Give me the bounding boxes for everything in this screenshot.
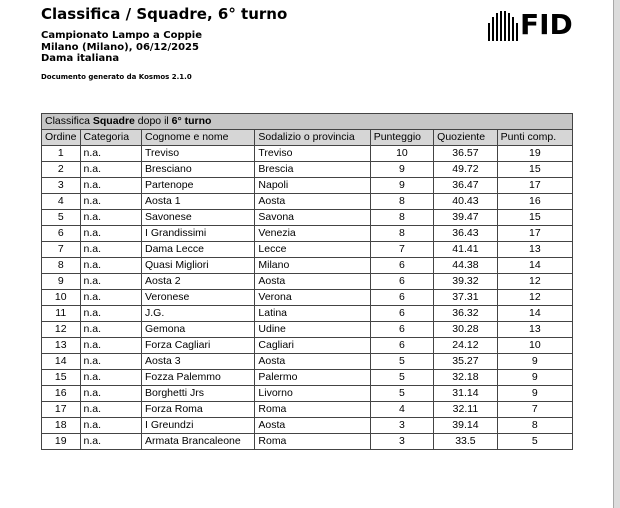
col-header: Ordine (42, 130, 81, 146)
logo-bar (496, 13, 498, 41)
table-cell: 7 (370, 242, 433, 258)
table-cell: n.a. (80, 242, 141, 258)
table-cell: 39.14 (434, 418, 498, 434)
table-cell: Cagliari (255, 338, 370, 354)
table-cell: Udine (255, 322, 370, 338)
table-cell: 33.5 (434, 434, 498, 450)
document-header (41, 5, 521, 81)
table-cell: 13 (497, 242, 572, 258)
page-edge (613, 0, 620, 508)
table-row (42, 402, 573, 418)
table-row (42, 434, 573, 450)
table-cell: 8 (370, 194, 433, 210)
table-cell: Armata Brancaleone (142, 434, 255, 450)
table-cell: 5 (370, 370, 433, 386)
table-cell: n.a. (80, 402, 141, 418)
table-cell: 5 (42, 210, 81, 226)
table-cell: 9 (42, 274, 81, 290)
table-cell: 8 (42, 258, 81, 274)
table-cell: 18 (42, 418, 81, 434)
table-cell: J.G. (142, 306, 255, 322)
table-cell: 40.43 (434, 194, 498, 210)
logo-bar (508, 13, 510, 41)
table-cell: 17 (42, 402, 81, 418)
table-cell: 12 (497, 274, 572, 290)
tournament-name: Campionato Lampo a Coppie (41, 30, 202, 41)
table-cell: 36.32 (434, 306, 498, 322)
table-cell: 36.43 (434, 226, 498, 242)
table-cell: n.a. (80, 146, 141, 162)
logo-bar (512, 17, 514, 41)
table-cell: Dama Lecce (142, 242, 255, 258)
logo-bar (500, 11, 502, 41)
table-cell: I Greundzi (142, 418, 255, 434)
table-cell: Aosta 2 (142, 274, 255, 290)
table-row (42, 370, 573, 386)
table-header-row (42, 130, 573, 146)
table-cell: 30.28 (434, 322, 498, 338)
table-cell: 7 (42, 242, 81, 258)
generated-note: Documento generato da Kosmos 2.1.0 (41, 72, 192, 81)
table-cell: n.a. (80, 386, 141, 402)
table-row (42, 354, 573, 370)
table-cell: 32.11 (434, 402, 498, 418)
standings-table (41, 113, 573, 450)
table-cell: Aosta 1 (142, 194, 255, 210)
table-cell: 31.14 (434, 386, 498, 402)
table-cell: 19 (497, 146, 572, 162)
table-cell: 24.12 (434, 338, 498, 354)
table-cell: 6 (370, 322, 433, 338)
table-cell: 16 (42, 386, 81, 402)
table-cell: Treviso (142, 146, 255, 162)
table-cell: 6 (370, 338, 433, 354)
table-cell: Aosta (255, 194, 370, 210)
table-cell: 15 (42, 370, 81, 386)
table-row (42, 242, 573, 258)
table-cell: 6 (370, 290, 433, 306)
table-cell: n.a. (80, 370, 141, 386)
table-cell: 41.41 (434, 242, 498, 258)
table-cell: Brescia (255, 162, 370, 178)
table-cell: 13 (42, 338, 81, 354)
discipline: Dama italiana (41, 53, 120, 64)
table-cell: 12 (42, 322, 81, 338)
table-cell: 2 (42, 162, 81, 178)
table-row (42, 146, 573, 162)
col-header: Quoziente (434, 130, 498, 146)
table-row (42, 386, 573, 402)
table-cell: I Grandissimi (142, 226, 255, 242)
table-cell: Treviso (255, 146, 370, 162)
table-cell: 5 (370, 354, 433, 370)
logo-bar (488, 23, 490, 41)
table-cell: 14 (497, 306, 572, 322)
table-cell: Veronese (142, 290, 255, 306)
table-cell: Milano (255, 258, 370, 274)
table-cell: 5 (370, 386, 433, 402)
table-cell: Savonese (142, 210, 255, 226)
table-cell: Borghetti Jrs (142, 386, 255, 402)
table-cell: 17 (497, 178, 572, 194)
table-cell: 11 (42, 306, 81, 322)
table-cell: 4 (42, 194, 81, 210)
table-cell: 3 (42, 178, 81, 194)
table-cell: Partenope (142, 178, 255, 194)
table-cell: Latina (255, 306, 370, 322)
table-cell: 5 (497, 434, 572, 450)
logo-bar (492, 17, 494, 41)
col-header: Sodalizio o provincia (255, 130, 370, 146)
table-cell: 15 (497, 210, 572, 226)
table-cell: Aosta (255, 274, 370, 290)
table-cell: 9 (497, 370, 572, 386)
caption-round: 6° turno (171, 115, 212, 127)
table-cell: n.a. (80, 274, 141, 290)
table-cell: 9 (370, 162, 433, 178)
table-cell: Forza Roma (142, 402, 255, 418)
table-cell: n.a. (80, 210, 141, 226)
table-cell: 9 (497, 354, 572, 370)
table-cell: 49.72 (434, 162, 498, 178)
table-cell: Palermo (255, 370, 370, 386)
table-cell: 39.47 (434, 210, 498, 226)
table-cell: Bresciano (142, 162, 255, 178)
table-cell: Aosta (255, 418, 370, 434)
table-cell: 13 (497, 322, 572, 338)
table-cell: 3 (370, 434, 433, 450)
table-cell: 6 (42, 226, 81, 242)
table-cell: Roma (255, 402, 370, 418)
caption-cell (42, 114, 573, 130)
table-cell: Quasi Migliori (142, 258, 255, 274)
table-cell: 4 (370, 402, 433, 418)
table-cell: 44.38 (434, 258, 498, 274)
table-cell: 14 (497, 258, 572, 274)
table-cell: 8 (370, 210, 433, 226)
table-cell: 3 (370, 418, 433, 434)
table-cell: 36.57 (434, 146, 498, 162)
table-cell: n.a. (80, 418, 141, 434)
table-cell: 36.47 (434, 178, 498, 194)
location-date: Milano (Milano), 06/12/2025 (41, 41, 199, 53)
table-cell: n.a. (80, 178, 141, 194)
table-cell: Gemona (142, 322, 255, 338)
table-cell: Verona (255, 290, 370, 306)
table-cell: n.a. (80, 194, 141, 210)
event-info (41, 30, 521, 65)
table-cell: 9 (497, 386, 572, 402)
table-row (42, 226, 573, 242)
table-cell: n.a. (80, 290, 141, 306)
table-cell: 1 (42, 146, 81, 162)
table-cell: n.a. (80, 354, 141, 370)
table-cell: 10 (497, 338, 572, 354)
table-row (42, 274, 573, 290)
caption-middle: dopo il (134, 115, 172, 127)
table-cell: n.a. (80, 322, 141, 338)
table-cell: n.a. (80, 338, 141, 354)
table-cell: 35.27 (434, 354, 498, 370)
table-row (42, 178, 573, 194)
table-row (42, 194, 573, 210)
table-cell: Livorno (255, 386, 370, 402)
table-cell: Aosta 3 (142, 354, 255, 370)
table-cell: n.a. (80, 434, 141, 450)
table-row (42, 258, 573, 274)
table-cell: Venezia (255, 226, 370, 242)
table-cell: 15 (497, 162, 572, 178)
table-row (42, 306, 573, 322)
table-row (42, 210, 573, 226)
table-row (42, 338, 573, 354)
logo-bar (516, 23, 518, 41)
col-header: Cognome e nome (142, 130, 255, 146)
table-cell: n.a. (80, 226, 141, 242)
table-cell: 6 (370, 258, 433, 274)
table-cell: 10 (42, 290, 81, 306)
table-row (42, 162, 573, 178)
table-row (42, 418, 573, 434)
table-cell: 6 (370, 274, 433, 290)
table-cell: Roma (255, 434, 370, 450)
table-cell: Lecce (255, 242, 370, 258)
table-cell: Fozza Palemmo (142, 370, 255, 386)
table-cell: 17 (497, 226, 572, 242)
table-cell: Savona (255, 210, 370, 226)
table-cell: Napoli (255, 178, 370, 194)
col-header: Categoria (80, 130, 141, 146)
table-cell: n.a. (80, 306, 141, 322)
table-cell: 16 (497, 194, 572, 210)
table-cell: 19 (42, 434, 81, 450)
table-caption (42, 114, 573, 130)
table-row (42, 290, 573, 306)
col-header: Punteggio (370, 130, 433, 146)
table-cell: Forza Cagliari (142, 338, 255, 354)
table-cell: 8 (370, 226, 433, 242)
caption-prefix: Classifica (45, 115, 93, 127)
table-cell: 39.32 (434, 274, 498, 290)
table-cell: 7 (497, 402, 572, 418)
table-row (42, 322, 573, 338)
table-cell: 6 (370, 306, 433, 322)
table-cell: n.a. (80, 258, 141, 274)
logo-bar (504, 11, 506, 41)
page-title: Classifica / Squadre, 6° turno (41, 5, 288, 23)
table-cell: 37.31 (434, 290, 498, 306)
table-cell: 14 (42, 354, 81, 370)
caption-category: Squadre (92, 115, 135, 127)
table-cell: n.a. (80, 162, 141, 178)
table-cell: Aosta (255, 354, 370, 370)
table-cell: 12 (497, 290, 572, 306)
table-cell: 10 (370, 146, 433, 162)
table-cell: 9 (370, 178, 433, 194)
col-header: Punti comp. (497, 130, 572, 146)
fid-logo-text: FID (520, 8, 573, 41)
table-cell: 32.18 (434, 370, 498, 386)
table-cell: 8 (497, 418, 572, 434)
